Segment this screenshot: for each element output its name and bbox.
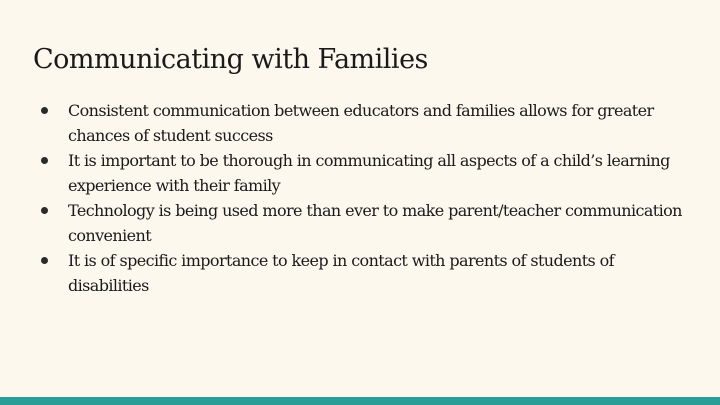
bullet-item (41, 98, 691, 148)
bullet-list (41, 98, 691, 298)
bullet-text: It is of specific importance to keep in contact with parents of students of disabilities (68, 251, 614, 295)
bullet-dot-icon (41, 257, 48, 264)
bullet-text: Technology is being used more than ever to make parent/teacher communication convenient (68, 201, 682, 245)
bullet-dot-icon (41, 207, 48, 214)
bullet-text: It is important to be thorough in communicating all aspects of a child’s learning experience with their family (68, 151, 670, 195)
bullet-item (41, 148, 691, 198)
bullet-item (41, 248, 691, 298)
bullet-text: Consistent communication between educators and families allows for greater chances of student success (68, 101, 654, 145)
bullet-item (41, 198, 691, 248)
bullet-dot-icon (41, 157, 48, 164)
bullet-dot-icon (41, 107, 48, 114)
slide-title: Communicating with Families (33, 44, 428, 75)
accent-bar (0, 397, 720, 405)
